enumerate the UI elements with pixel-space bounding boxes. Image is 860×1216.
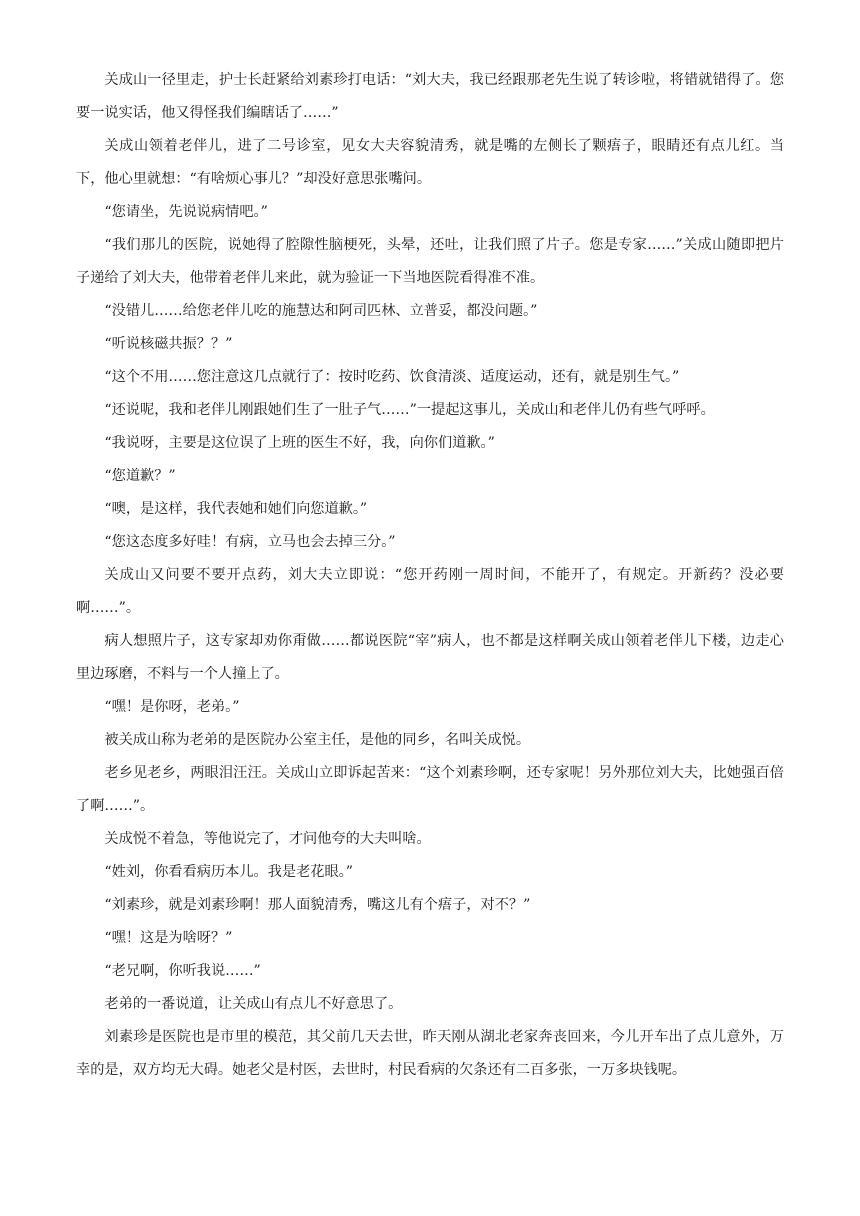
paragraph: “您道歉？” [104,468,176,484]
paragraph: “没错儿……给您老伴儿吃的施慧达和阿司匹林、立普妥，都没问题。” [104,303,538,319]
paragraph: 关成山领着老伴儿，进了二号诊室，见女大夫容貌清秀，就是嘴的左侧长了颗痦子，眼睛还有点儿红。当下，他心里就想：“有啥烦心事儿？”却没好意思张嘴问。 [76,138,784,187]
paragraph: 被关成山称为老弟的是医院办公室主任，是他的同乡，名叫关成悦。 [104,732,531,748]
paragraph: “您这态度多好哇！有病，立马也会去掉三分。” [104,534,396,550]
paragraph: “嘿！这是为啥呀？” [104,930,233,946]
paragraph: “老兄啊，你听我说……” [104,963,261,979]
paragraph: 老弟的一番说道，让关成山有点儿不好意思了。 [104,996,403,1012]
paragraph: “姓刘，你看看病历本儿。我是老花眼。” [104,864,353,880]
paragraph: 关成悦不着急，等他说完了，才问他夸的大夫叫啥。 [104,831,431,847]
paragraph: “噢，是这样，我代表她和她们向您道歉。” [104,501,368,517]
paragraph: “听说核磁共振？？” [104,336,233,352]
paragraph: “还说呢，我和老伴儿刚跟她们生了一肚子气……”一提起这事儿，关成山和老伴儿仍有些气呼呼。 [104,402,715,418]
paragraph: “这个不用……您注意这几点就行了：按时吃药、饮食清淡、适度运动，还有，就是别生气。” [104,369,680,385]
document-body [76,64,784,1087]
paragraph: “您请坐，先说说病情吧。” [104,204,268,220]
paragraph: 关成山一径里走，护士长赶紧给刘素珍打电话：“刘大夫，我已经跟那老先生说了转诊啦，将错就错得了。您要一说实话，他又得怪我们编瞎话了……” [76,72,784,121]
paragraph: 关成山又问要不要开点药，刘大夫立即说：“您开药刚一周时间，不能开了，有规定。开新药？没必要啊……”。 [76,567,784,616]
paragraph: “嘿！是你呀，老弟。” [104,699,240,715]
paragraph: “刘素珍，就是刘素珍啊！那人面貌清秀，嘴这儿有个痦子，对不？” [104,897,531,913]
paragraph: 老乡见老乡，两眼泪汪汪。关成山立即诉起苦来：“这个刘素珍啊，还专家呢！另外那位刘大夫，比她强百倍了啊……”。 [76,765,784,814]
paragraph: “我们那儿的医院，说她得了腔隙性脑梗死，头晕，还吐，让我们照了片子。您是专家……”关成山随即把片子递给了刘大夫，他带着老伴儿来此，就为验证一下当地医院看得准不准。 [76,237,784,286]
paragraph: 病人想照片子，这专家却劝你甭做……都说医院“宰”病人，也不都是这样啊关成山领着老伴儿下楼，边走心里边琢磨，不料与一个人撞上了。 [76,633,784,682]
paragraph: “我说呀，主要是这位误了上班的医生不好，我，向你们道歉。” [104,435,495,451]
paragraph: 刘素珍是医院也是市里的模范，其父前几天去世，昨天刚从湖北老家奔丧回来，今儿开车出了点儿意外，万幸的是，双方均无大碍。她老父是村医，去世时，村民看病的欠条还有二百多张，一万多块钱呢。 [76,1029,784,1078]
